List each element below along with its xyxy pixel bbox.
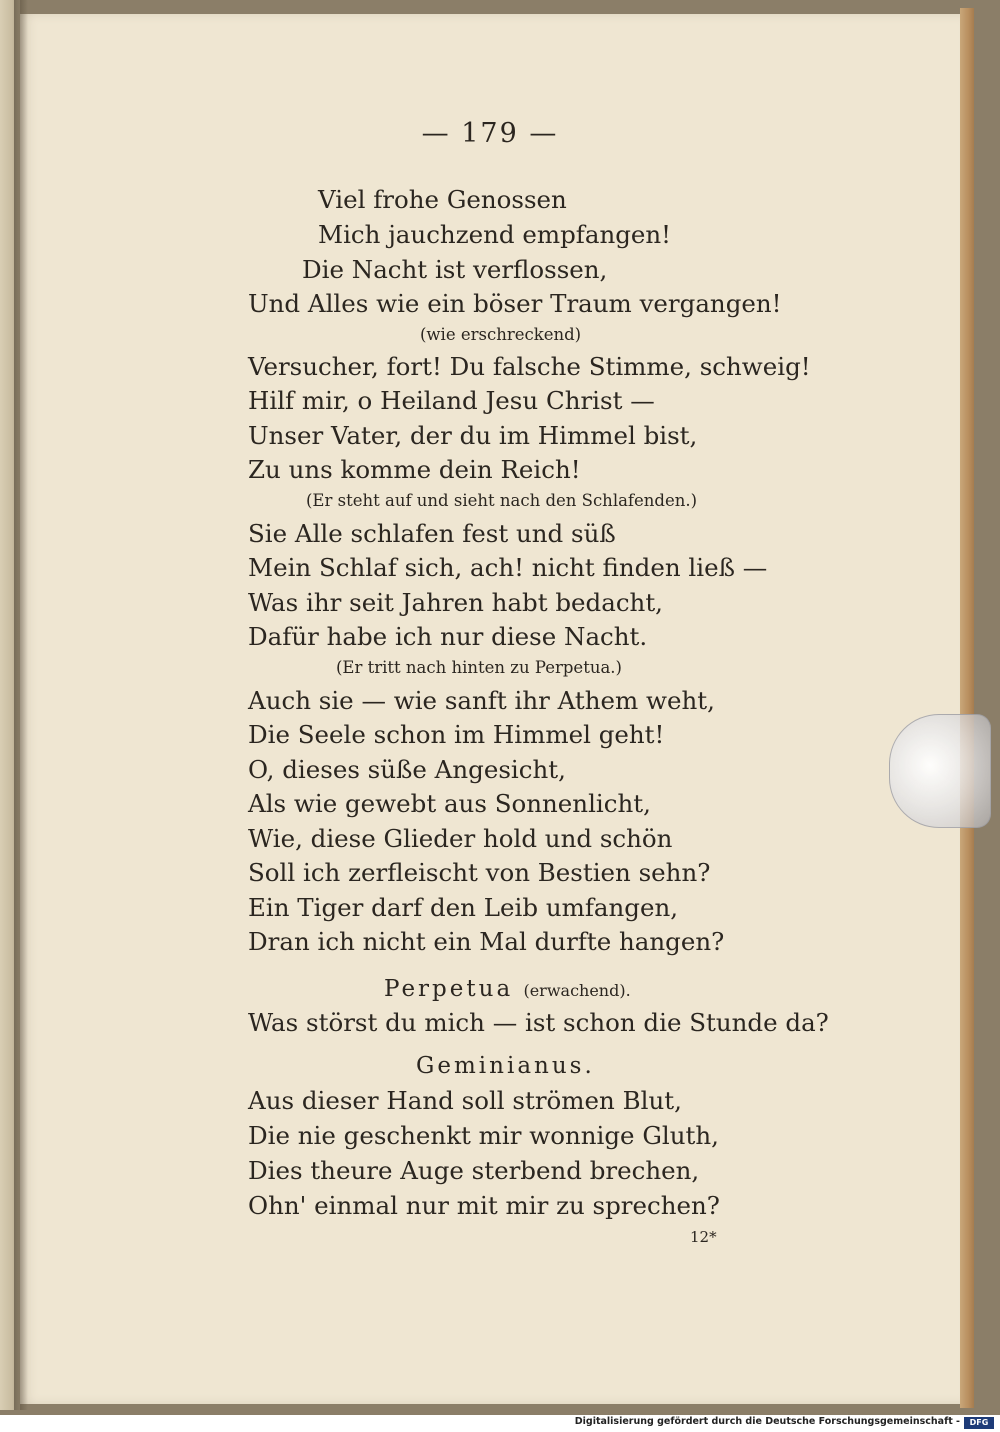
verse-line: Dies theure Auge sterbend brechen,: [248, 1156, 700, 1185]
speaker-name: Perpetua: [384, 976, 514, 1002]
verse-line: Als wie gewebt aus Sonnenlicht,: [248, 789, 651, 818]
verse-line: O, dieses süße Angesicht,: [248, 755, 566, 784]
book-page: [20, 14, 960, 1404]
verse-line: Ohn' einmal nur mit mir zu sprechen?: [248, 1191, 720, 1220]
footer-bar: [0, 1415, 1000, 1432]
verse-line: Viel frohe Genossen: [318, 185, 567, 214]
verse-line: Hilf mir, o Heiland Jesu Christ —: [248, 386, 655, 415]
stage-direction: (wie erschreckend): [420, 325, 582, 344]
page-clip: [889, 714, 991, 828]
speaker-heading: [416, 1051, 595, 1081]
verse-line: Was ihr seit Jahren habt bedacht,: [248, 588, 663, 617]
page-edge: [960, 8, 974, 1408]
signature-mark: 12*: [690, 1228, 717, 1246]
speaker-heading: [384, 974, 631, 1006]
stage-direction: (erwachend).: [523, 981, 631, 1000]
verse-line: Versucher, fort! Du falsche Stimme, schweig!: [248, 352, 811, 381]
verse-line: Die Seele schon im Himmel geht!: [248, 720, 665, 749]
verse-line: Die nie geschenkt mir wonnige Gluth,: [248, 1121, 719, 1150]
page-text: [20, 14, 960, 1404]
page-number: — 179 —: [421, 118, 559, 149]
verse-line: Mich jauchzend empfangen!: [318, 220, 672, 249]
verse-line: Wie, diese Glieder hold und schön: [248, 824, 673, 853]
verse-line: Und Alles wie ein böser Traum vergangen!: [248, 289, 782, 318]
speaker-name: Geminianus.: [416, 1053, 595, 1079]
verse-line: Unser Vater, der du im Himmel bist,: [248, 421, 698, 450]
verse-line: Dran ich nicht ein Mal durfte hangen?: [248, 927, 725, 956]
dfg-logo: DFG: [964, 1417, 994, 1429]
verse-line: Auch sie — wie sanft ihr Athem weht,: [248, 686, 715, 715]
stage-direction: (Er tritt nach hinten zu Perpetua.): [336, 658, 622, 677]
verse-line: Zu uns komme dein Reich!: [248, 455, 581, 484]
verse-line: Die Nacht ist verflossen,: [302, 255, 608, 284]
verse-line: Dafür habe ich nur diese Nacht.: [248, 622, 648, 651]
verse-line: Mein Schlaf sich, ach! nicht finden ließ —: [248, 553, 768, 582]
verse-line: Soll ich zerfleischt von Bestien sehn?: [248, 858, 711, 887]
footer-credit: Digitalisierung gefördert durch die Deutsche Forschungsgemeinschaft -: [574, 1416, 960, 1427]
verse-line: Ein Tiger darf den Leib umfangen,: [248, 893, 679, 922]
verse-line: Was störst du mich — ist schon die Stunde da?: [248, 1008, 829, 1037]
verse-line: Aus dieser Hand soll strömen Blut,: [248, 1086, 682, 1115]
stage-direction: (Er steht auf und sieht nach den Schlafenden.): [306, 491, 698, 510]
spine-shadow: [14, 0, 28, 1410]
verse-line: Sie Alle schlafen fest und süß: [248, 519, 616, 548]
